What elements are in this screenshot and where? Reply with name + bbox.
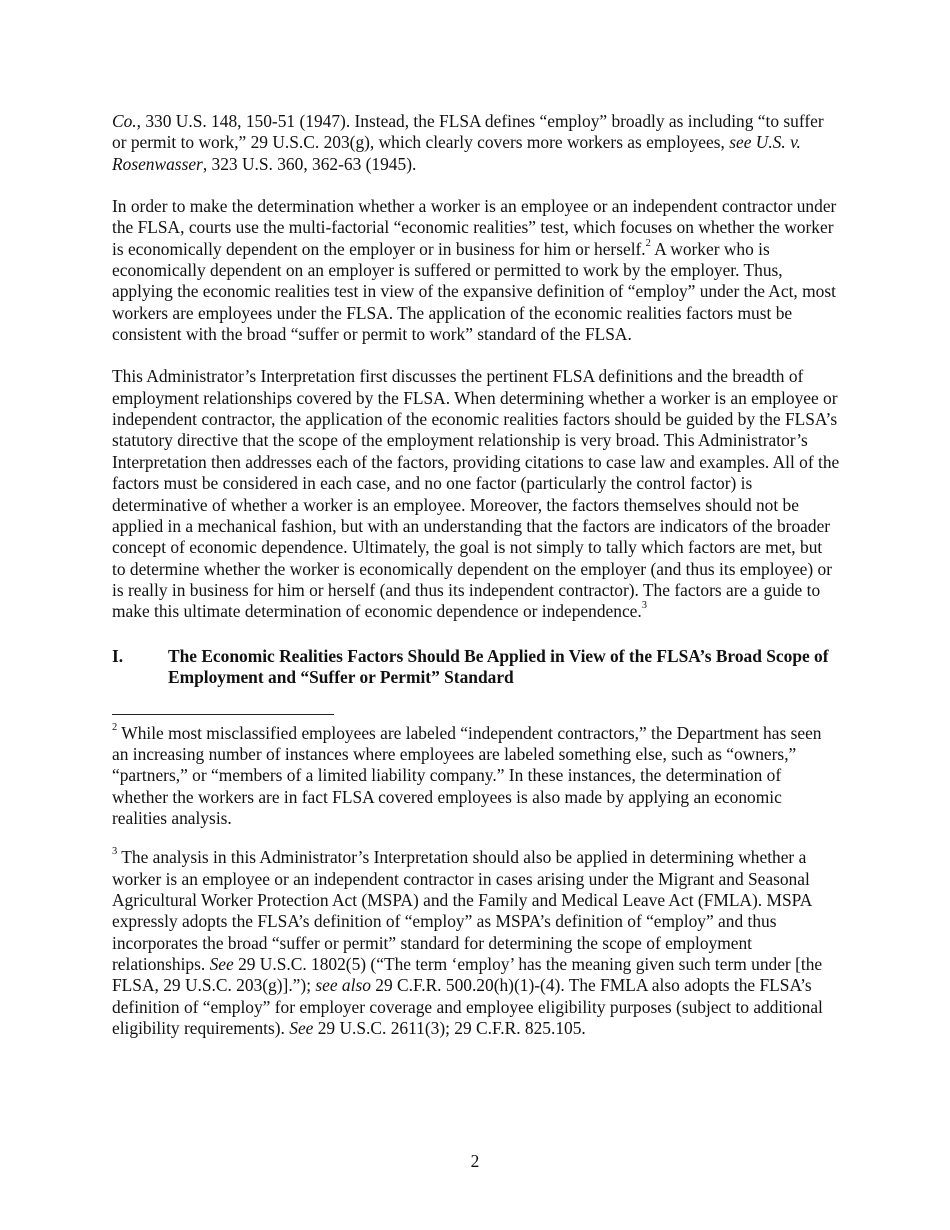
paragraph-1: [112, 111, 840, 175]
footnote-text: 29 U.S.C. 2611(3); 29 C.F.R. 825.105.: [313, 1018, 586, 1039]
footnote-3: [112, 847, 840, 1039]
footnote-ref-3[interactable]: 3: [641, 600, 647, 612]
footnote-text: 29 U.S.C. 1802(5) (“The term ‘employ’ has the meaning given such term under [the FLSA, 29 U.S.C. 203(g)].”);: [112, 954, 823, 996]
footnote-separator: [112, 714, 334, 715]
paragraph-text: , 330 U.S. 148, 150-51 (1947). Instead, the FLSA defines “employ” broadly as including “to suffer or permit to work,” 29 U.S.C. 203(g), which clearly covers more workers as employees,: [112, 111, 824, 153]
signal-see-also: see also: [315, 975, 371, 996]
footnote-text: The analysis in this Administrator’s Interpretation should also be applied in determining whether a worker is an employee or an independent contractor in cases arising under the Migrant and Seasonal Agricultural Worker Protection Act (MSPA) and the Family and Medical Leave Act (FMLA). MSPA expressly adopts the FLSA’s definition of “employ” as MSPA’s definition of “employ” and thus incorporates the broad “suffer or permit” standard for determining the scope of employment relationships.: [112, 847, 812, 974]
section-number: I.: [112, 645, 124, 666]
paragraph-text: , 323 U.S. 360, 362-63 (1945).: [202, 153, 417, 174]
footnote-text: While most misclassified employees are labeled “independent contractors,” the Department has seen an increasing number of instances where employees are labeled something else, such as “owners,” “partners,” or “members of a limited liability company.” In these instances, the determination of whether the workers are in fact FLSA covered employees is also made by applying an economic realities analysis.: [112, 722, 822, 828]
signal-see: See: [209, 954, 234, 974]
case-name: Co.: [112, 111, 137, 131]
footnote-2: [112, 723, 840, 830]
section-title: The Economic Realities Factors Should Be Applied in View of the FLSA’s Broad Scope of Employment and “Suffer or Permit” Standard: [168, 645, 829, 688]
paragraph-spacer: [112, 345, 840, 366]
signal-see: See: [289, 1018, 314, 1039]
paragraph-text: This Administrator’s Interpretation first discusses the pertinent FLSA definitions and the breadth of employment relationships covered by the FLSA. When determining whether a worker is an employee or independent contractor, the application of the economic realities factors should be guided by the FLSA’s statutory directive that the scope of the employment relationship is very broad. This Administrator’s Interpretation then addresses each of the factors, providing citations to case law and examples. All of the factors must be considered in each case, and no one factor (particularly the control factor) is determinative of whether a worker is an employee. Moreover, the factors themselves should not be applied in a mechanical fashion, but with an understanding that the factors are indicators of the broader concept of economic dependence. Ultimately, the goal is not simply to tally which factors are met, but to determine whether the worker is economically dependent on the employer (and thus its employee) or is really in business for him or herself (and thus its independent contractor). The factors are a guide to make this ultimate determination of economic dependence or independence.: [112, 366, 840, 622]
footnote-text: 29 C.F.R. 500.20(h)(1)-(4). The FMLA also adopts the FLSA’s definition of “employ” for employer coverage and employee eligibility purposes (subject to additional eligibility requirements).: [112, 975, 823, 1039]
case-citation: see U.S. v. Rosenwasser: [112, 132, 801, 174]
paragraph-text: A worker who is economically dependent on an employer is suffered or permitted to work by the employer. Thus, applying the economic realities test in view of the expansive definition of “employ” under the Act, most workers are employees under the FLSA. The application of the economic realities factors must be consistent with the broad “suffer or permit to work” standard of the FLSA.: [112, 238, 836, 345]
section-heading: [112, 646, 840, 689]
footnote-marker: 3: [112, 846, 118, 858]
paragraph-2: [112, 196, 840, 345]
footnote-marker: 2: [112, 721, 118, 733]
footnote-ref-2[interactable]: 2: [645, 237, 651, 249]
paragraph-3: [112, 366, 840, 622]
paragraph-spacer: [112, 175, 840, 196]
document-page: [112, 111, 840, 1039]
paragraph-text: In order to make the determination whether a worker is an employee or an independent contractor under the FLSA, courts use the multi-factorial “economic realities” test, which focuses on whether the worker is economically dependent on the employer or in business for him or herself.: [112, 196, 837, 259]
page-number: 2: [470, 1151, 480, 1171]
